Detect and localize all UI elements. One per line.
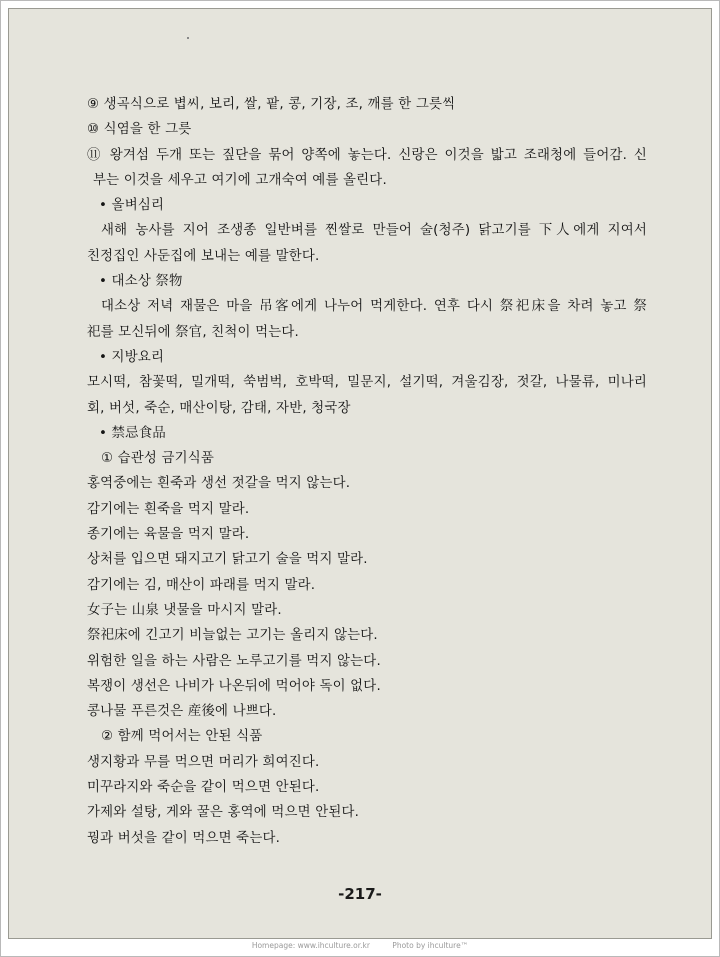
speck-mark xyxy=(187,37,189,39)
page-body xyxy=(87,92,647,851)
text-line: 새해 농사를 지어 조생종 일반벼를 찐쌀로 만들어 술(청주) 닭고기를 下人에게 지여서 xyxy=(101,223,647,239)
text-line: 꿩과 버섯을 같이 먹으면 죽는다. xyxy=(87,830,281,846)
text-line: 생지황과 무를 먹으면 머리가 희여진다. xyxy=(87,754,320,770)
text-line: 홍역중에는 흰죽과 생선 젓갈을 먹지 않는다. xyxy=(87,476,351,492)
section-heading: • 禁忌食品 xyxy=(99,425,166,441)
photo-credit: Photo by ihculture™ xyxy=(392,941,469,950)
text-line: 祀를 모신뒤에 祭官, 친척이 먹는다. xyxy=(87,324,299,340)
text-line: 祭祀床에 긴고기 비늘없는 고기는 올리지 않는다. xyxy=(87,628,378,644)
text-line: 콩나물 푸른것은 産後에 나쁘다. xyxy=(87,704,277,720)
text-line: 감기에는 김, 매산이 파래를 먹지 말라. xyxy=(87,577,316,593)
text-line: 대소상 저녁 재물은 마을 吊客에게 나누어 먹게한다. 연후 다시 祭祀床을 차려 놓고 祭 xyxy=(101,299,647,315)
text-line: 가제와 설탕, 게와 꿀은 홍역에 먹으면 안된다. xyxy=(87,805,360,821)
page-number: -217- xyxy=(338,885,382,903)
text-line: ⑩ 식염을 한 그릇 xyxy=(87,122,192,138)
section-heading: • 지방요리 xyxy=(99,349,165,365)
text-line: 女子는 山泉 냇물을 마시지 말라. xyxy=(87,602,282,618)
text-line: 모시떡, 참꽃떡, 밀개떡, 쑥범벅, 호박떡, 밀문지, 설기떡, 겨울김장, 젓갈, 나물류, 미나리 xyxy=(87,375,647,391)
text-line: 미꾸라지와 죽순을 같이 먹으면 안된다. xyxy=(87,780,320,796)
text-line: 상처를 입으면 돼지고기 닭고기 술을 먹지 말라. xyxy=(87,552,368,568)
section-heading: • 대소상 祭物 xyxy=(99,274,183,290)
text-line: 친정집인 사둔집에 보내는 예를 말한다. xyxy=(87,248,320,264)
homepage-credit: Homepage: www.ihculture.or.kr xyxy=(251,941,370,950)
text-line: 위험한 일을 하는 사람은 노루고기를 먹지 않는다. xyxy=(87,653,381,669)
subsection-heading: ② 함께 먹어서는 안된 식품 xyxy=(101,729,263,745)
subsection-heading: ① 습관성 금기식품 xyxy=(101,451,215,467)
text-line: 복쟁이 생선은 나비가 나온뒤에 먹어야 독이 없다. xyxy=(87,678,381,694)
text-line: 감기에는 흰죽을 먹지 말라. xyxy=(87,501,250,517)
text-line: ⑨ 생곡식으로 볍씨, 보리, 쌀, 팥, 콩, 기장, 조, 깨를 한 그릇씩 xyxy=(87,97,456,112)
text-line: ⑪ 왕겨섬 두개 또는 짚단을 묶어 양쪽에 놓는다. 신랑은 이것을 밟고 조래청에 들어감. 신 xyxy=(87,147,647,163)
photo-credit-footer xyxy=(0,941,720,950)
text-line: 종기에는 육물을 먹지 말라. xyxy=(87,527,250,543)
text-line: 회, 버섯, 죽순, 매산이탕, 감태, 자반, 청국장 xyxy=(87,400,351,416)
document-page xyxy=(8,8,712,939)
text-line: 부는 이것을 세우고 여기에 고개숙여 예를 올린다. xyxy=(93,172,387,188)
section-heading: • 올벼심리 xyxy=(99,198,165,214)
